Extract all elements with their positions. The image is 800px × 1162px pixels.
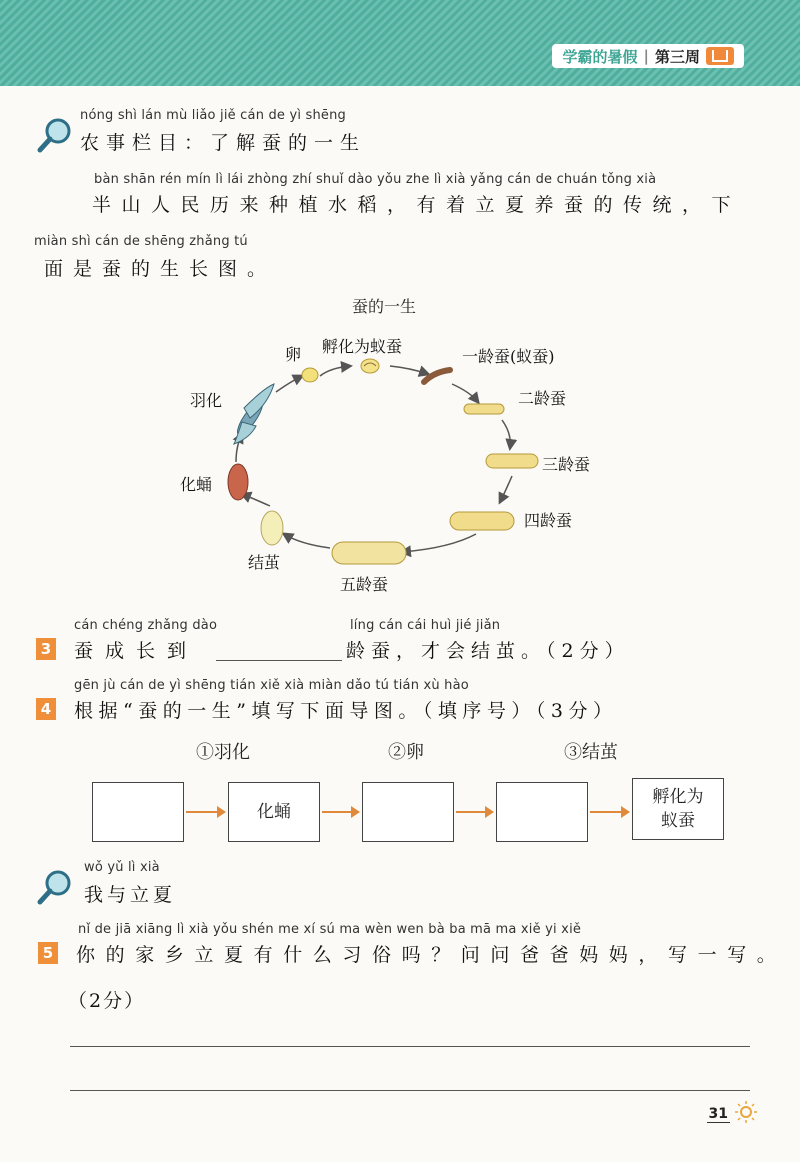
- answer-line-2[interactable]: [70, 1090, 750, 1091]
- week-label: 第三周: [654, 47, 700, 66]
- option-3-cocoon: ③结茧: [564, 742, 618, 763]
- q3-text-a: 蚕成长到: [74, 640, 199, 662]
- header-separator: |: [643, 47, 649, 65]
- flow-box-4[interactable]: [496, 782, 588, 842]
- moth-icon: [234, 384, 274, 444]
- magnifier-icon: [36, 868, 76, 908]
- question-3-badge: 3: [36, 638, 56, 660]
- flow-arrow-4: [590, 811, 628, 813]
- option-1-moth: ①羽化: [196, 742, 250, 763]
- arrow-first-to-second: [452, 384, 478, 402]
- brand-title: 学霸的暑假: [562, 47, 638, 66]
- label-hatch: 孵化为蚁蚕: [322, 337, 403, 356]
- flow-arrow-3: [456, 811, 492, 813]
- label-cocoon: 结茧: [248, 553, 281, 572]
- question-4-badge: 4: [36, 698, 56, 720]
- q3-pinyin-a: cán chéng zhǎng dào: [74, 618, 218, 633]
- diagram-title: 蚕的一生: [352, 297, 417, 316]
- q4-text: 根据“蚕的一生”填写下面导图。（填序号）（3分）: [74, 700, 618, 722]
- q3-text-b: 龄蚕，才会结茧。（2分）: [346, 640, 630, 662]
- fourth-instar-icon: [450, 512, 514, 530]
- book-icon: [706, 47, 734, 65]
- intro-line1-pinyin: bàn shān rén mín lì lái zhòng zhí shuǐ dào yǒu zhe lì xià yǎng cán de chuán tǒng xià: [94, 172, 657, 187]
- second-instar-icon: [464, 404, 504, 414]
- label-third-instar: 三龄蚕: [542, 455, 591, 474]
- label-second-instar: 二龄蚕: [518, 389, 567, 408]
- section1-title-pinyin: nóng shì lán mù liǎo jiě cán de yì shēng: [80, 108, 346, 123]
- first-instar-icon: [424, 370, 450, 382]
- label-fifth-instar: 五龄蚕: [340, 575, 389, 594]
- intro-line2: 面是蚕的生长图。: [44, 258, 277, 280]
- arrow-fourth-to-fifth: [402, 534, 476, 552]
- intro-line1: 半山人民历来种植水稻，有着立夏养蚕的传统，下: [92, 194, 742, 216]
- q5-pinyin: nǐ de jiā xiāng lì xià yǒu shén me xí sú ma wèn wen bà ba mā ma xiě yi xiě: [78, 922, 582, 937]
- arrow-moth-to-egg: [276, 376, 302, 392]
- section2-title-pinyin: wǒ yǔ lì xià: [84, 860, 160, 875]
- fifth-instar-icon: [332, 542, 406, 564]
- egg-icon: [302, 368, 318, 382]
- q5-score: （2分）: [68, 990, 146, 1012]
- section2-title: 我与立夏: [84, 884, 177, 906]
- page-number: 31: [708, 1106, 728, 1122]
- label-egg: 卵: [285, 345, 302, 364]
- label-pupa: 化蛹: [180, 475, 213, 494]
- header-badge: [552, 44, 744, 68]
- flow-box-1[interactable]: [92, 782, 184, 842]
- arrow-second-to-third: [502, 420, 510, 448]
- label-moth: 羽化: [190, 391, 223, 410]
- cocoon-icon: [261, 511, 283, 545]
- answer-line-1[interactable]: [70, 1046, 750, 1047]
- page-header-band: [0, 0, 800, 86]
- arrow-third-to-fourth: [500, 476, 512, 502]
- arrow-hatch-to-first: [390, 366, 428, 374]
- option-2-egg: ②卵: [388, 742, 424, 763]
- q3-pinyin-b: líng cán cái huì jié jiǎn: [350, 618, 501, 633]
- flow-box-3[interactable]: [362, 782, 454, 842]
- third-instar-icon: [486, 454, 538, 468]
- flow-arrow-2: [322, 811, 358, 813]
- label-fourth-instar: 四龄蚕: [524, 511, 573, 530]
- q5-text: 你的家乡立夏有什么习俗吗？问问爸爸妈妈，写一写。: [76, 944, 787, 966]
- sun-swirl-icon: [734, 1100, 758, 1124]
- hatching-icon: [361, 359, 379, 373]
- q4-pinyin: gēn jù cán de yì shēng tián xiě xià miàn dǎo tú tián xù hào: [74, 678, 469, 693]
- section1-title: 农事栏目：了解蚕的一生: [80, 132, 367, 154]
- question-5-badge: 5: [38, 942, 58, 964]
- arrow-fifth-to-cocoon: [284, 534, 330, 548]
- flow-arrow-1: [186, 811, 224, 813]
- q3-answer-blank[interactable]: [216, 636, 342, 661]
- arrow-egg-to-hatch: [320, 366, 350, 376]
- pupa-icon: [228, 464, 248, 500]
- flow-box-2: 化蛹: [228, 782, 320, 842]
- arrow-cocoon-to-pupa: [242, 494, 270, 506]
- flow-box-5: 孵化为 蚁蚕: [632, 778, 724, 840]
- label-first-instar: 一龄蚕(蚁蚕): [462, 347, 555, 366]
- intro-line2-pinyin: miàn shì cán de shēng zhǎng tú: [34, 234, 248, 249]
- magnifier-icon: [36, 116, 76, 156]
